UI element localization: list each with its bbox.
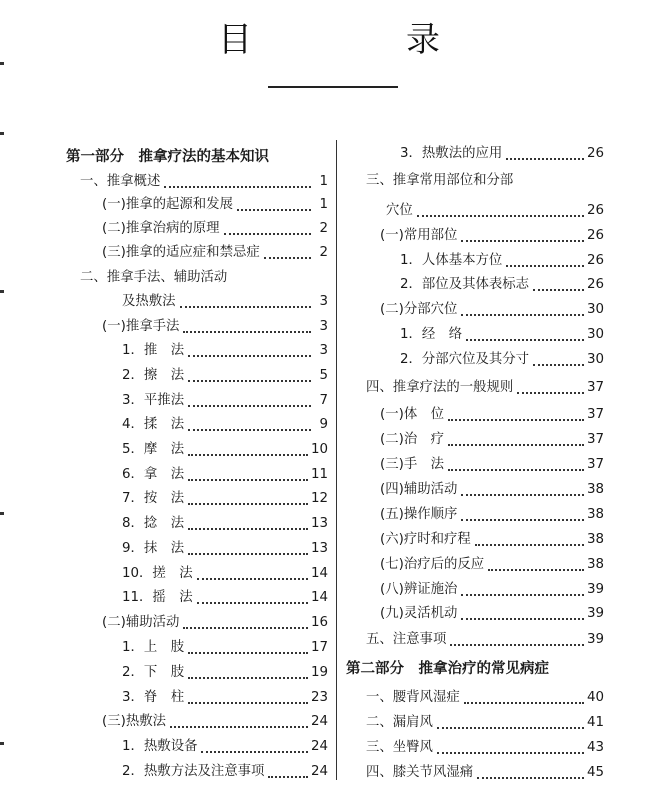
toc-leader-dots <box>188 489 308 505</box>
toc-entry-label: 11．摇 法 <box>122 590 193 605</box>
toc-leader-dots <box>188 688 308 704</box>
toc-page-number: 43 <box>586 740 604 755</box>
toc-entry-label: (二)治 疗 <box>380 432 445 447</box>
toc-page-number: 30 <box>586 352 604 367</box>
toc-leader-dots <box>461 480 584 496</box>
toc-page-number: 24 <box>310 764 328 779</box>
toc-entry-label: 2．部位及其体表标志 <box>400 277 530 292</box>
toc-entry-label: (五)操作顺序 <box>380 507 458 522</box>
toc-entry-label: 2．擦 法 <box>122 368 185 383</box>
toc-entry-label: 五、注意事项 <box>366 632 447 647</box>
toc-page-number: 26 <box>586 203 604 218</box>
toc-entry[interactable] <box>66 708 328 730</box>
toc-entry[interactable] <box>66 436 328 458</box>
toc-entry[interactable] <box>66 191 328 213</box>
margin-mark <box>0 290 4 293</box>
toc-entry[interactable] <box>346 501 604 523</box>
toc-page-number: 26 <box>586 146 604 161</box>
toc-entry[interactable] <box>346 734 604 756</box>
toc-entry[interactable] <box>346 600 604 622</box>
toc-entry-label: (八)辨证施治 <box>380 582 458 597</box>
toc-entry[interactable] <box>346 576 604 598</box>
toc-page-number: 26 <box>586 253 604 268</box>
toc-entry-label: (一)推拿手法 <box>102 319 180 334</box>
margin-mark <box>0 742 4 745</box>
toc-leader-dots <box>188 638 308 654</box>
toc-page-number: 13 <box>310 516 328 531</box>
toc-part-heading[interactable] <box>346 655 604 677</box>
toc-entry-label: (四)辅助活动 <box>380 482 458 497</box>
toc-page-number: 38 <box>586 482 604 497</box>
toc-entry[interactable] <box>346 374 604 396</box>
toc-page-number: 23 <box>310 690 328 705</box>
toc-page-number: 2 <box>319 221 328 236</box>
toc-page-number: 38 <box>586 532 604 547</box>
toc-entry[interactable] <box>66 387 328 409</box>
toc-entry-label: (二)分部穴位 <box>380 302 458 317</box>
toc-page-number: 17 <box>310 640 328 655</box>
column-divider <box>336 140 337 780</box>
toc-page-number: 2 <box>319 245 328 260</box>
toc-page-number: 39 <box>586 606 604 621</box>
toc-entry-label: 三、推拿常用部位和分部 <box>366 173 514 188</box>
toc-entry[interactable] <box>346 526 604 548</box>
toc-entry-label: 10．搓 法 <box>122 566 193 581</box>
toc-entry-label: 四、推拿疗法的一般规则 <box>366 380 514 395</box>
toc-entry-label: 5．摩 法 <box>122 442 185 457</box>
toc-entry-label: (一)体 位 <box>380 407 445 422</box>
toc-part-heading[interactable] <box>66 143 328 165</box>
toc-entry-label: (二)推拿治病的原理 <box>102 221 220 236</box>
margin-mark <box>0 132 4 135</box>
toc-leader-dots <box>237 195 311 211</box>
toc-entry[interactable] <box>346 401 604 423</box>
toc-leader-dots <box>450 630 584 646</box>
toc-entry[interactable] <box>66 560 328 582</box>
toc-entry-label: (三)手 法 <box>380 457 445 472</box>
toc-leader-dots <box>197 564 308 580</box>
toc-entry[interactable] <box>346 271 604 293</box>
toc-entry[interactable] <box>66 168 328 190</box>
toc-leader-dots <box>506 144 584 160</box>
toc-leader-dots <box>461 580 584 596</box>
toc-entry[interactable] <box>346 709 604 731</box>
toc-entry[interactable] <box>346 167 604 189</box>
toc-page-number: 39 <box>586 582 604 597</box>
toc-leader-dots <box>517 378 584 394</box>
toc-entry-label: (二)辅助活动 <box>102 615 180 630</box>
toc-entry-label: 3．热敷法的应用 <box>400 146 503 161</box>
toc-entry[interactable] <box>66 362 328 384</box>
toc-entry-label: 四、膝关节风湿痛 <box>366 765 474 780</box>
toc-leader-dots <box>437 738 584 754</box>
toc-entry-label: 2．热敷方法及注意事项 <box>122 764 265 779</box>
toc-leader-dots <box>533 275 584 291</box>
toc-entry[interactable] <box>346 426 604 448</box>
toc-leader-dots <box>268 762 308 778</box>
toc-entry-label: 9．抹 法 <box>122 541 185 556</box>
toc-leader-dots <box>188 663 308 679</box>
toc-leader-dots <box>506 251 584 267</box>
toc-page-number: 37 <box>586 432 604 447</box>
toc-leader-dots <box>461 604 584 620</box>
toc-leader-dots <box>448 405 584 421</box>
toc-entry[interactable] <box>66 411 328 433</box>
toc-leader-dots <box>188 440 308 456</box>
toc-page-number: 41 <box>586 715 604 730</box>
toc-page-number: 1 <box>319 197 328 212</box>
toc-leader-dots <box>461 226 584 242</box>
toc-entry-label: 二、推拿手法、辅助活动 <box>80 270 228 285</box>
toc-entry-label: (三)推拿的适应症和禁忌症 <box>102 245 260 260</box>
toc-leader-dots <box>183 317 311 333</box>
toc-entry[interactable] <box>346 626 604 648</box>
toc-entry-label: 1．推 法 <box>122 343 185 358</box>
toc-leader-dots <box>466 325 584 341</box>
toc-page-number: 19 <box>310 665 328 680</box>
toc-page-number: 37 <box>586 380 604 395</box>
margin-mark <box>0 62 4 65</box>
toc-entry-label: 1．人体基本方位 <box>400 253 503 268</box>
toc-entry-label: 三、坐臀风 <box>366 740 433 755</box>
toc-leader-dots <box>448 430 584 446</box>
toc-page-number: 11 <box>310 467 328 482</box>
toc-entry[interactable] <box>66 264 328 286</box>
toc-entry[interactable] <box>66 215 328 237</box>
toc-entry[interactable] <box>66 485 328 507</box>
toc-page-number: 37 <box>586 407 604 422</box>
toc-page-number: 16 <box>310 615 328 630</box>
toc-page-number: 38 <box>586 557 604 572</box>
toc-entry-label: (七)治疗后的反应 <box>380 557 485 572</box>
toc-entry[interactable] <box>66 461 328 483</box>
toc-leader-dots <box>477 763 584 779</box>
toc-entry[interactable] <box>66 584 328 606</box>
toc-entry[interactable] <box>66 337 328 359</box>
toc-entry[interactable] <box>66 659 328 681</box>
toc-page-number: 24 <box>310 739 328 754</box>
toc-entry[interactable] <box>346 476 604 498</box>
toc-page-number: 38 <box>586 507 604 522</box>
toc-page-number: 13 <box>310 541 328 556</box>
page-title: 目 录 <box>218 20 500 60</box>
toc-leader-dots <box>188 341 311 357</box>
toc-page-number: 3 <box>319 343 328 358</box>
toc-entry[interactable] <box>66 684 328 706</box>
toc-entry-label: 1．上 肢 <box>122 640 185 655</box>
toc-page-number: 12 <box>310 491 328 506</box>
toc-leader-dots <box>164 172 311 188</box>
toc-leader-dots <box>188 514 308 530</box>
toc-leader-dots <box>188 366 311 382</box>
toc-page-number: 39 <box>586 632 604 647</box>
toc-page-number: 3 <box>319 294 328 309</box>
toc-entry-label: 7．按 法 <box>122 491 185 506</box>
toc-page-number: 26 <box>586 228 604 243</box>
toc-entry-label: 第二部分 推拿治疗的常见病症 <box>346 661 549 677</box>
toc-page-number: 24 <box>310 714 328 729</box>
toc-leader-dots <box>437 713 584 729</box>
toc-entry[interactable] <box>346 759 604 781</box>
toc-entry-label: 及热敷法 <box>122 294 176 309</box>
toc-entry-label: 一、腰背风湿症 <box>366 690 460 705</box>
toc-leader-dots <box>461 300 584 316</box>
toc-leader-dots <box>417 201 584 217</box>
toc-leader-dots <box>188 465 308 481</box>
toc-entry[interactable] <box>66 510 328 532</box>
toc-page-number: 40 <box>586 690 604 705</box>
toc-entry[interactable] <box>346 321 604 343</box>
toc-leader-dots <box>197 588 308 604</box>
toc-entry[interactable] <box>346 451 604 473</box>
toc-entry-label: 3．脊 柱 <box>122 690 185 705</box>
toc-entry[interactable] <box>66 758 328 780</box>
toc-page-number: 10 <box>310 442 328 457</box>
toc-leader-dots <box>180 292 311 308</box>
toc-leader-dots <box>188 415 311 431</box>
toc-leader-dots <box>188 539 308 555</box>
toc-entry[interactable] <box>346 247 604 269</box>
toc-leader-dots <box>188 391 311 407</box>
toc-entry[interactable] <box>346 684 604 706</box>
toc-entry-label: 8．捻 法 <box>122 516 185 531</box>
toc-page-number: 9 <box>319 417 328 432</box>
toc-entry[interactable] <box>346 296 604 318</box>
toc-page-number: 30 <box>586 327 604 342</box>
toc-entry-label: (九)灵活机动 <box>380 606 458 621</box>
toc-leader-dots <box>264 243 311 259</box>
toc-page-number: 14 <box>310 566 328 581</box>
toc-entry-label: (一)推拿的起源和发展 <box>102 197 233 212</box>
toc-leader-dots <box>170 712 308 728</box>
toc-leader-dots <box>488 555 584 571</box>
toc-entry[interactable] <box>66 535 328 557</box>
toc-leader-dots <box>448 455 584 471</box>
toc-leader-dots <box>224 219 311 235</box>
toc-entry-label: 1．热敷设备 <box>122 739 198 754</box>
toc-entry-label: 第一部分 推拿疗法的基本知识 <box>66 149 269 165</box>
toc-entry-label: 4．揉 法 <box>122 417 185 432</box>
title-underline <box>268 86 398 88</box>
toc-entry-label: 1．经 络 <box>400 327 463 342</box>
toc-entry[interactable] <box>346 197 604 219</box>
toc-page-number: 5 <box>319 368 328 383</box>
toc-entry[interactable] <box>66 313 328 335</box>
toc-entry-label: 2．分部穴位及其分寸 <box>400 352 530 367</box>
toc-entry[interactable] <box>66 239 328 261</box>
toc-entry-label: (三)热敷法 <box>102 714 167 729</box>
toc-entry[interactable] <box>346 551 604 573</box>
toc-entry[interactable] <box>346 140 604 162</box>
toc-entry-label: 3．平推法 <box>122 393 185 408</box>
toc-entry-label: 一、推拿概述 <box>80 174 161 189</box>
toc-page-number: 1 <box>319 174 328 189</box>
toc-page-number: 26 <box>586 277 604 292</box>
toc-entry[interactable] <box>66 609 328 631</box>
toc-entry[interactable] <box>346 222 604 244</box>
toc-leader-dots <box>464 688 584 704</box>
toc-leader-dots <box>201 737 307 753</box>
margin-mark <box>0 512 4 515</box>
toc-page-number: 37 <box>586 457 604 472</box>
toc-entry-label: 2．下 肢 <box>122 665 185 680</box>
toc-entry-label: (六)疗时和疗程 <box>380 532 471 547</box>
toc-entry-label: (一)常用部位 <box>380 228 458 243</box>
toc-entry-label: 穴位 <box>386 203 413 218</box>
toc-page-number: 14 <box>310 590 328 605</box>
toc-leader-dots <box>183 613 308 629</box>
toc-page-number: 45 <box>586 765 604 780</box>
toc-entry-label: 二、漏肩风 <box>366 715 433 730</box>
toc-leader-dots <box>475 530 584 546</box>
toc-entry[interactable] <box>66 288 328 310</box>
toc-page-number: 30 <box>586 302 604 317</box>
toc-leader-dots <box>461 505 584 521</box>
toc-entry[interactable] <box>66 733 328 755</box>
toc-page-number: 3 <box>319 319 328 334</box>
toc-leader-dots <box>533 350 584 366</box>
toc-entry[interactable] <box>66 634 328 656</box>
toc-page-number: 7 <box>319 393 328 408</box>
toc-entry-label: 6．拿 法 <box>122 467 185 482</box>
toc-entry[interactable] <box>346 346 604 368</box>
